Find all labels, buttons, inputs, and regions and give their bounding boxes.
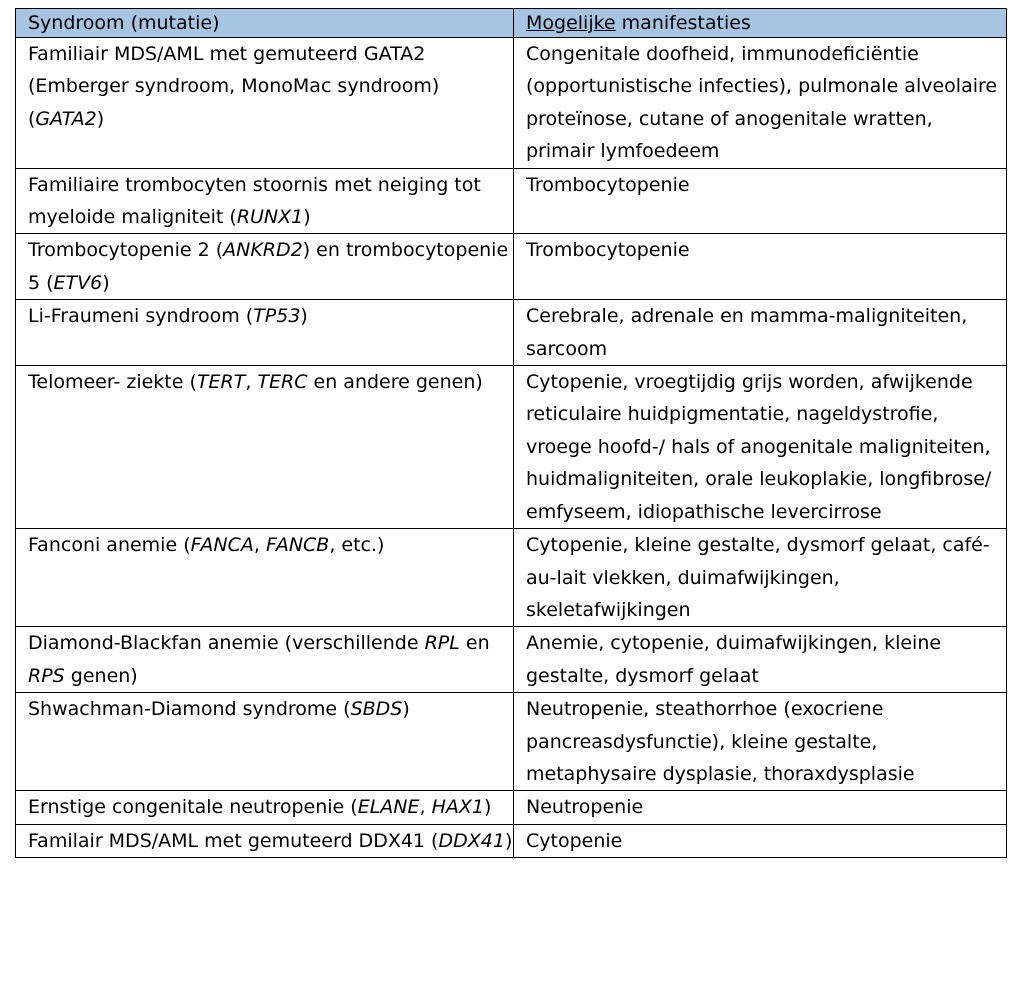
syndrome-text: Telomeer- ziekte ( xyxy=(28,371,197,394)
gene-name: ETV6 xyxy=(53,271,103,294)
syndrome-text: ) xyxy=(96,107,105,130)
syndrome-text: Trombocytopenie 2 ( xyxy=(28,239,224,262)
manifestation-cell: Congenitale doofheid, immunodeficiëntie (opportunistische infecties), pulmonale alveolaire proteïnose, cutane of anogenitale wratten, primair lymfoedeem xyxy=(514,38,1007,169)
header-manifestations-rest: manifestaties xyxy=(615,12,751,34)
manifestation-cell: Trombocytopenie xyxy=(514,234,1007,300)
header-manifestations-underlined: Mogelijke xyxy=(526,12,616,34)
table-row xyxy=(16,791,1007,824)
syndrome-cell xyxy=(16,168,514,234)
syndrome-text: ) xyxy=(303,206,311,229)
gene-name: DDX41 xyxy=(438,829,505,852)
manifestation-cell: Trombocytopenie xyxy=(514,168,1007,234)
syndrome-text: Li-Fraumeni syndroom ( xyxy=(28,305,254,328)
manifestation-cell: Anemie, cytopenie, duimafwijkingen, kleine gestalte, dysmorf gelaat xyxy=(514,627,1007,693)
gene-name: FANCA xyxy=(190,534,254,557)
syndrome-cell xyxy=(16,824,514,857)
syndrome-text: Fanconi anemie ( xyxy=(28,534,191,557)
syndrome-text: Diamond-Blackfan anemie (verschillende xyxy=(28,632,425,655)
gene-name: FANCB xyxy=(266,534,330,557)
syndrome-text: genen) xyxy=(64,664,138,687)
manifestation-cell: Neutropenie, steathorrhoe (exocriene pancreasdysfunctie), kleine gestalte, metaphysaire dysplasie, thoraxdysplasie xyxy=(514,693,1007,791)
syndrome-text: en xyxy=(459,632,490,655)
table-row xyxy=(16,529,1007,627)
syndrome-table xyxy=(15,8,1007,858)
table-body xyxy=(16,38,1007,858)
header-manifestations xyxy=(514,9,1007,38)
manifestation-cell: Cytopenie, kleine gestalte, dysmorf gelaat, café-au-lait vlekken, duimafwijkingen, skeletafwijkingen xyxy=(514,529,1007,627)
syndrome-text: Familiaire trombocyten stoornis met neiging tot myeloide maligniteit ( xyxy=(28,173,481,229)
syndrome-text: , xyxy=(419,796,432,819)
gene-name: TERT xyxy=(196,371,246,394)
syndrome-cell xyxy=(16,529,514,627)
table-row xyxy=(16,38,1007,169)
syndrome-text: ) xyxy=(504,829,513,852)
gene-name: GATA2 xyxy=(35,107,97,130)
syndrome-text: , xyxy=(253,534,266,557)
manifestation-cell: Cytopenie, vroegtijdig grijs worden, afwijkende reticulaire huidpigmentatie, nageldystrofie, vroege hoofd-/ hals of anogenitale maligniteiten, huidmaligniteiten, orale leukoplakie, longfibrose/ emfyseem, idiopathische levercirrose xyxy=(514,366,1007,529)
header-row xyxy=(16,9,1007,38)
table-row xyxy=(16,366,1007,529)
syndrome-cell xyxy=(16,300,514,366)
syndrome-text: ) xyxy=(300,305,308,328)
syndrome-text: ) xyxy=(102,271,110,294)
table-row xyxy=(16,693,1007,791)
syndrome-text: ) xyxy=(402,698,410,721)
syndrome-text: , xyxy=(245,371,258,394)
gene-name: TERC xyxy=(257,371,308,394)
syndrome-text: Shwachman-Diamond syndrome ( xyxy=(28,698,351,721)
syndrome-text: en andere genen) xyxy=(307,371,483,394)
gene-name: HAX1 xyxy=(431,796,484,819)
table-row xyxy=(16,627,1007,693)
gene-name: ELANE xyxy=(357,796,420,819)
gene-name: RPL xyxy=(424,632,460,655)
gene-name: RPS xyxy=(28,664,65,687)
syndrome-text: Familair MDS/AML met gemuteerd DDX41 ( xyxy=(28,829,439,852)
table-row xyxy=(16,824,1007,857)
manifestation-cell: Cytopenie xyxy=(514,824,1007,857)
syndrome-text: ) en trombocytopenie 5 ( xyxy=(28,239,509,294)
syndrome-text: ) xyxy=(483,796,492,819)
syndrome-cell xyxy=(16,234,514,300)
table-row xyxy=(16,234,1007,300)
syndrome-cell xyxy=(16,627,514,693)
syndrome-text: , etc.) xyxy=(329,534,385,557)
syndrome-cell xyxy=(16,38,514,169)
table-header xyxy=(16,9,1007,38)
gene-name: RUNX1 xyxy=(236,206,304,229)
syndrome-cell xyxy=(16,693,514,791)
gene-name: ANKRD2 xyxy=(223,239,303,262)
manifestation-cell: Cerebrale, adrenale en mamma-maligniteiten, sarcoom xyxy=(514,300,1007,366)
gene-name: TP53 xyxy=(253,305,301,328)
table-row xyxy=(16,300,1007,366)
manifestation-cell: Neutropenie xyxy=(514,791,1007,824)
header-syndrome: Syndroom (mutatie) xyxy=(16,9,514,38)
syndrome-text: Familiair MDS/AML met gemuteerd GATA2 (Emberger syndroom, MonoMac syndroom) ( xyxy=(28,43,440,130)
gene-name: SBDS xyxy=(350,698,403,721)
syndrome-text: Ernstige congenitale neutropenie ( xyxy=(28,796,358,819)
syndrome-cell xyxy=(16,366,514,529)
table-row xyxy=(16,168,1007,234)
syndrome-cell xyxy=(16,791,514,824)
